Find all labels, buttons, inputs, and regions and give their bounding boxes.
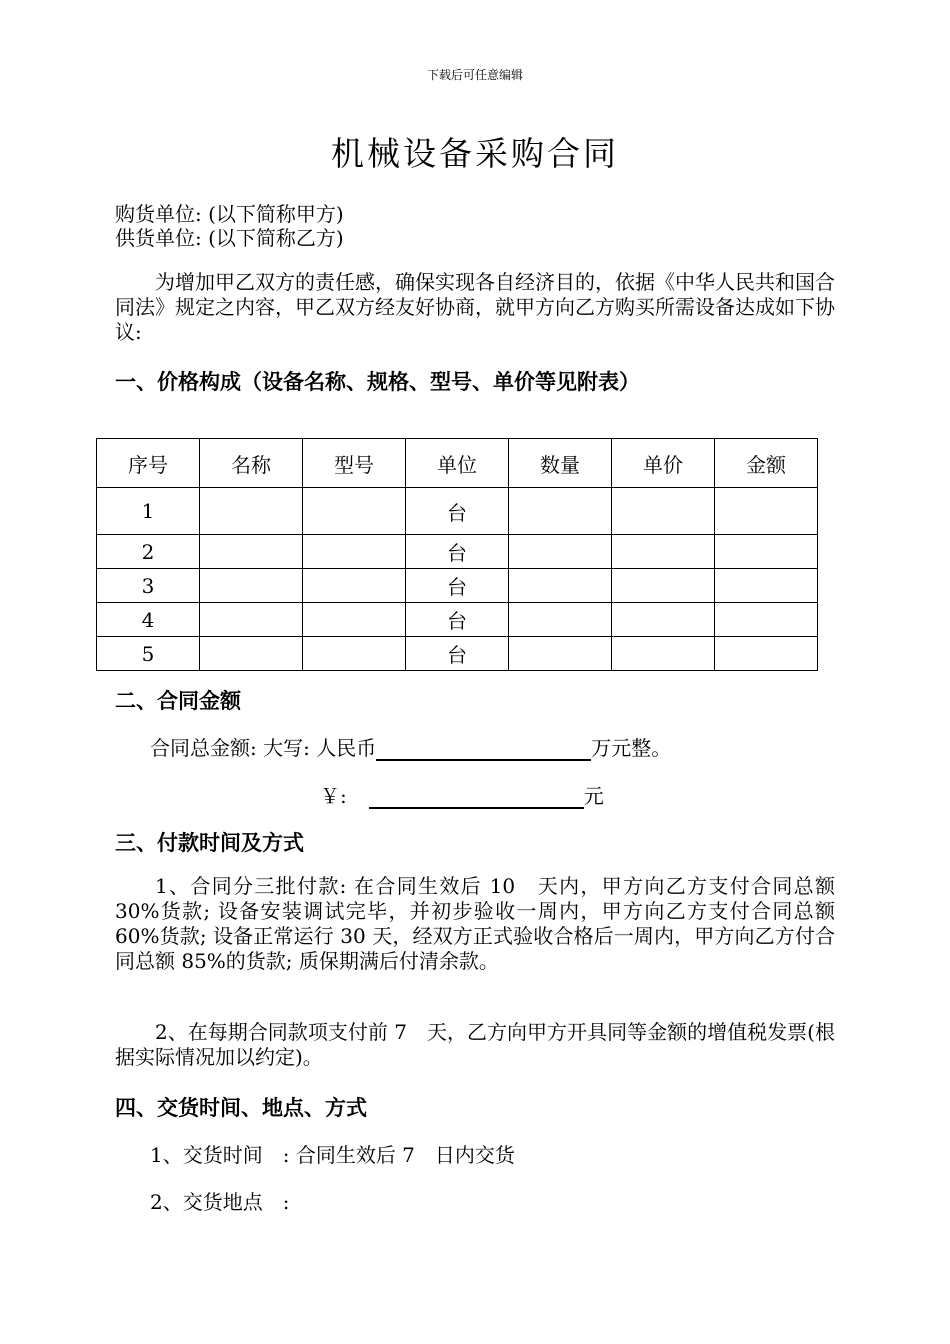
table-cell [715, 637, 818, 671]
section2-heading: 二、合同金额 [115, 689, 241, 713]
table-cell [612, 603, 715, 637]
table-cell: 3 [97, 569, 200, 603]
equipment-table [96, 438, 818, 671]
col-header-index: 序号 [97, 439, 200, 488]
buyer-line: 购货单位: (以下简称甲方) [115, 202, 344, 226]
table-cell: 1 [97, 488, 200, 535]
table-cell [200, 535, 303, 569]
table-cell [509, 569, 612, 603]
payment-item-2: 2、在每期合同款项支付前 7 天，乙方向甲方开具同等金额的增值税发票(根据实际情况加以约定)。 [115, 1020, 835, 1069]
table-row [97, 603, 818, 637]
table-cell: 台 [406, 569, 509, 603]
table-header-row [97, 439, 818, 488]
table-cell: 5 [97, 637, 200, 671]
col-header-name: 名称 [200, 439, 303, 488]
supplier-line: 供货单位: (以下简称乙方) [115, 226, 344, 250]
table-cell [612, 637, 715, 671]
table-cell [612, 569, 715, 603]
table-cell [612, 488, 715, 535]
table-cell [303, 603, 406, 637]
table-cell [303, 535, 406, 569]
table-cell [509, 637, 612, 671]
col-header-model: 型号 [303, 439, 406, 488]
table-cell: 台 [406, 603, 509, 637]
table-cell: 4 [97, 603, 200, 637]
table-cell [200, 637, 303, 671]
yen-blank [369, 785, 584, 809]
table-row [97, 637, 818, 671]
table-cell [715, 569, 818, 603]
table-cell [612, 535, 715, 569]
yen-prefix: ￥: [320, 784, 347, 808]
col-header-amount: 金额 [715, 439, 818, 488]
table-cell: 台 [406, 488, 509, 535]
section4-heading: 四、交货时间、地点、方式 [115, 1096, 367, 1120]
table-cell [200, 569, 303, 603]
table-cell: 台 [406, 637, 509, 671]
payment-item-1: 1、合同分三批付款: 在合同生效后 10 天内，甲方向乙方支付合同总额 30%货款; 设备安装调试完毕，并初步验收一周内，甲方向乙方支付合同总额 60%货款; 设备正常运行 30 天，经双方正式验收合格后一周内，甲方向乙方付合同总额 85%的货款; 质保期满后付清余款。 [115, 874, 835, 973]
table-cell: 2 [97, 535, 200, 569]
table-cell [715, 535, 818, 569]
amount-blank [376, 737, 591, 761]
table-cell [715, 603, 818, 637]
table-cell [509, 535, 612, 569]
table-row [97, 535, 818, 569]
table-cell [303, 637, 406, 671]
table-cell [509, 488, 612, 535]
yen-line [320, 780, 604, 809]
table-cell [303, 569, 406, 603]
amount-prefix: 合同总金额: 大写: 人民币 [150, 736, 377, 760]
delivery-time: 1、交货时间 : 合同生效后 7 日内交货 [150, 1143, 515, 1167]
col-header-quantity: 数量 [509, 439, 612, 488]
table-cell [200, 488, 303, 535]
table-cell [200, 603, 303, 637]
section3-heading: 三、付款时间及方式 [115, 831, 304, 855]
amount-line [150, 732, 671, 761]
col-header-unit: 单位 [406, 439, 509, 488]
table-cell: 台 [406, 535, 509, 569]
intro-paragraph: 为增加甲乙双方的责任感，确保实现各自经济目的，依据《中华人民共和国合同法》规定之内容，甲乙双方经友好协商，就甲方向乙方购买所需设备达成如下协议: [115, 270, 835, 344]
table-row [97, 488, 818, 535]
header-note: 下载后可任意编辑 [426, 68, 523, 82]
page-title: 机械设备采购合同 [331, 134, 619, 173]
table-cell [303, 488, 406, 535]
table-cell [509, 603, 612, 637]
col-header-unit-price: 单价 [612, 439, 715, 488]
amount-suffix: 万元整。 [591, 736, 672, 760]
section1-heading: 一、价格构成（设备名称、规格、型号、单价等见附表） [115, 370, 640, 394]
table-row [97, 569, 818, 603]
delivery-location: 2、交货地点 : [150, 1190, 290, 1214]
table-cell [715, 488, 818, 535]
yen-suffix: 元 [583, 784, 604, 808]
